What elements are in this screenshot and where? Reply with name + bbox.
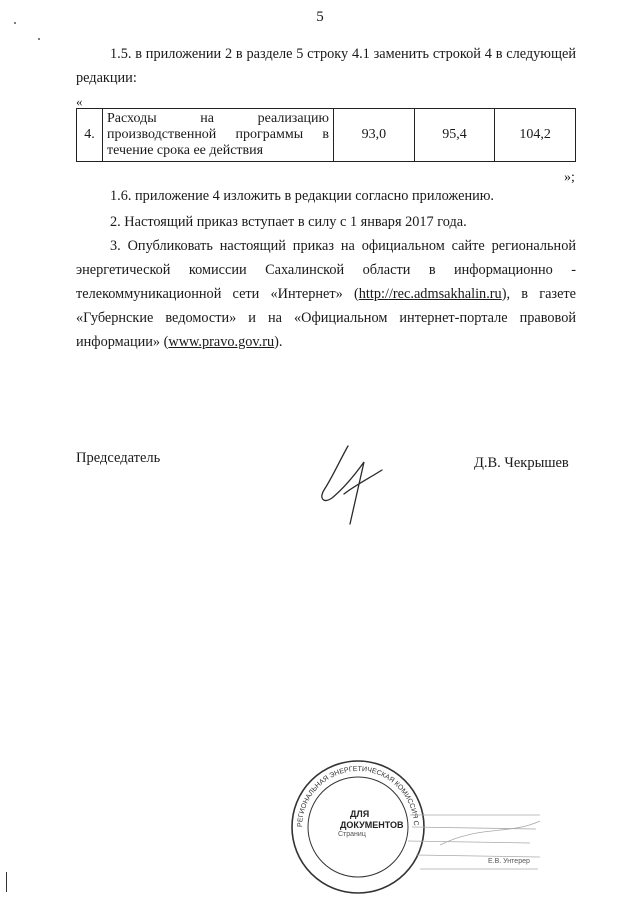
value-cell: 93,0	[334, 109, 415, 162]
signatory-name: Д.В. Чекрышев	[474, 455, 569, 471]
rec-website-link[interactable]: http://rec.admsakhalin.ru	[358, 286, 502, 302]
row-description: Расходы на реализацию производственной программы в течение срока ее действия	[103, 109, 334, 162]
scan-speck	[38, 38, 40, 40]
scan-speck	[14, 22, 16, 24]
quote-open: «	[76, 94, 83, 109]
stamp-ring-text: РЕГИОНАЛЬНАЯ ЭНЕРГЕТИЧЕСКАЯ КОМИССИЯ С	[296, 765, 420, 828]
margin-mark	[6, 872, 7, 892]
pravo-portal-link[interactable]: www.pravo.gov.ru	[168, 334, 275, 350]
stamp-page-text: Страниц	[338, 831, 366, 838]
clause-2: 2. Настоящий приказ вступает в силу с 1 января 2017 года.	[110, 214, 467, 230]
stamp-label: ДЛЯ	[350, 809, 370, 819]
clause-3-text: ).	[274, 334, 283, 350]
amendment-table	[76, 108, 576, 162]
clause-3-text: ), в газете «Губернские ведомости» и на «Официальном интернет-портале правовой информации» (	[76, 286, 577, 350]
clause-1-5: 1.5. в приложении 2 в разделе 5 строку 4.1 заменить строкой 4 в следующей редакции:	[76, 46, 576, 86]
table-row	[77, 109, 576, 162]
official-stamp	[290, 745, 550, 895]
handwritten-signature	[310, 440, 400, 530]
clause-3-text: 3. Опубликовать настоящий приказ на официальном сайте региональной энергетической комиссии Сахалинской области в информационно - телекоммуникационной сети «Интернет» (	[76, 238, 576, 302]
stamp-seal	[290, 745, 550, 895]
row-number: 4.	[77, 109, 103, 162]
value-cell: 104,2	[495, 109, 576, 162]
value-cell: 95,4	[414, 109, 495, 162]
stamp-label: ДОКУМЕНТОВ	[340, 820, 404, 830]
clause-1-6: 1.6. приложение 4 изложить в редакции согласно приложению.	[110, 188, 494, 204]
stamp-signer: Е.В. Унтерер	[488, 858, 530, 865]
signatory-title: Председатель	[76, 450, 161, 466]
page-number: 5	[316, 9, 324, 25]
clause-3	[76, 234, 576, 354]
quote-close: »;	[564, 170, 575, 185]
